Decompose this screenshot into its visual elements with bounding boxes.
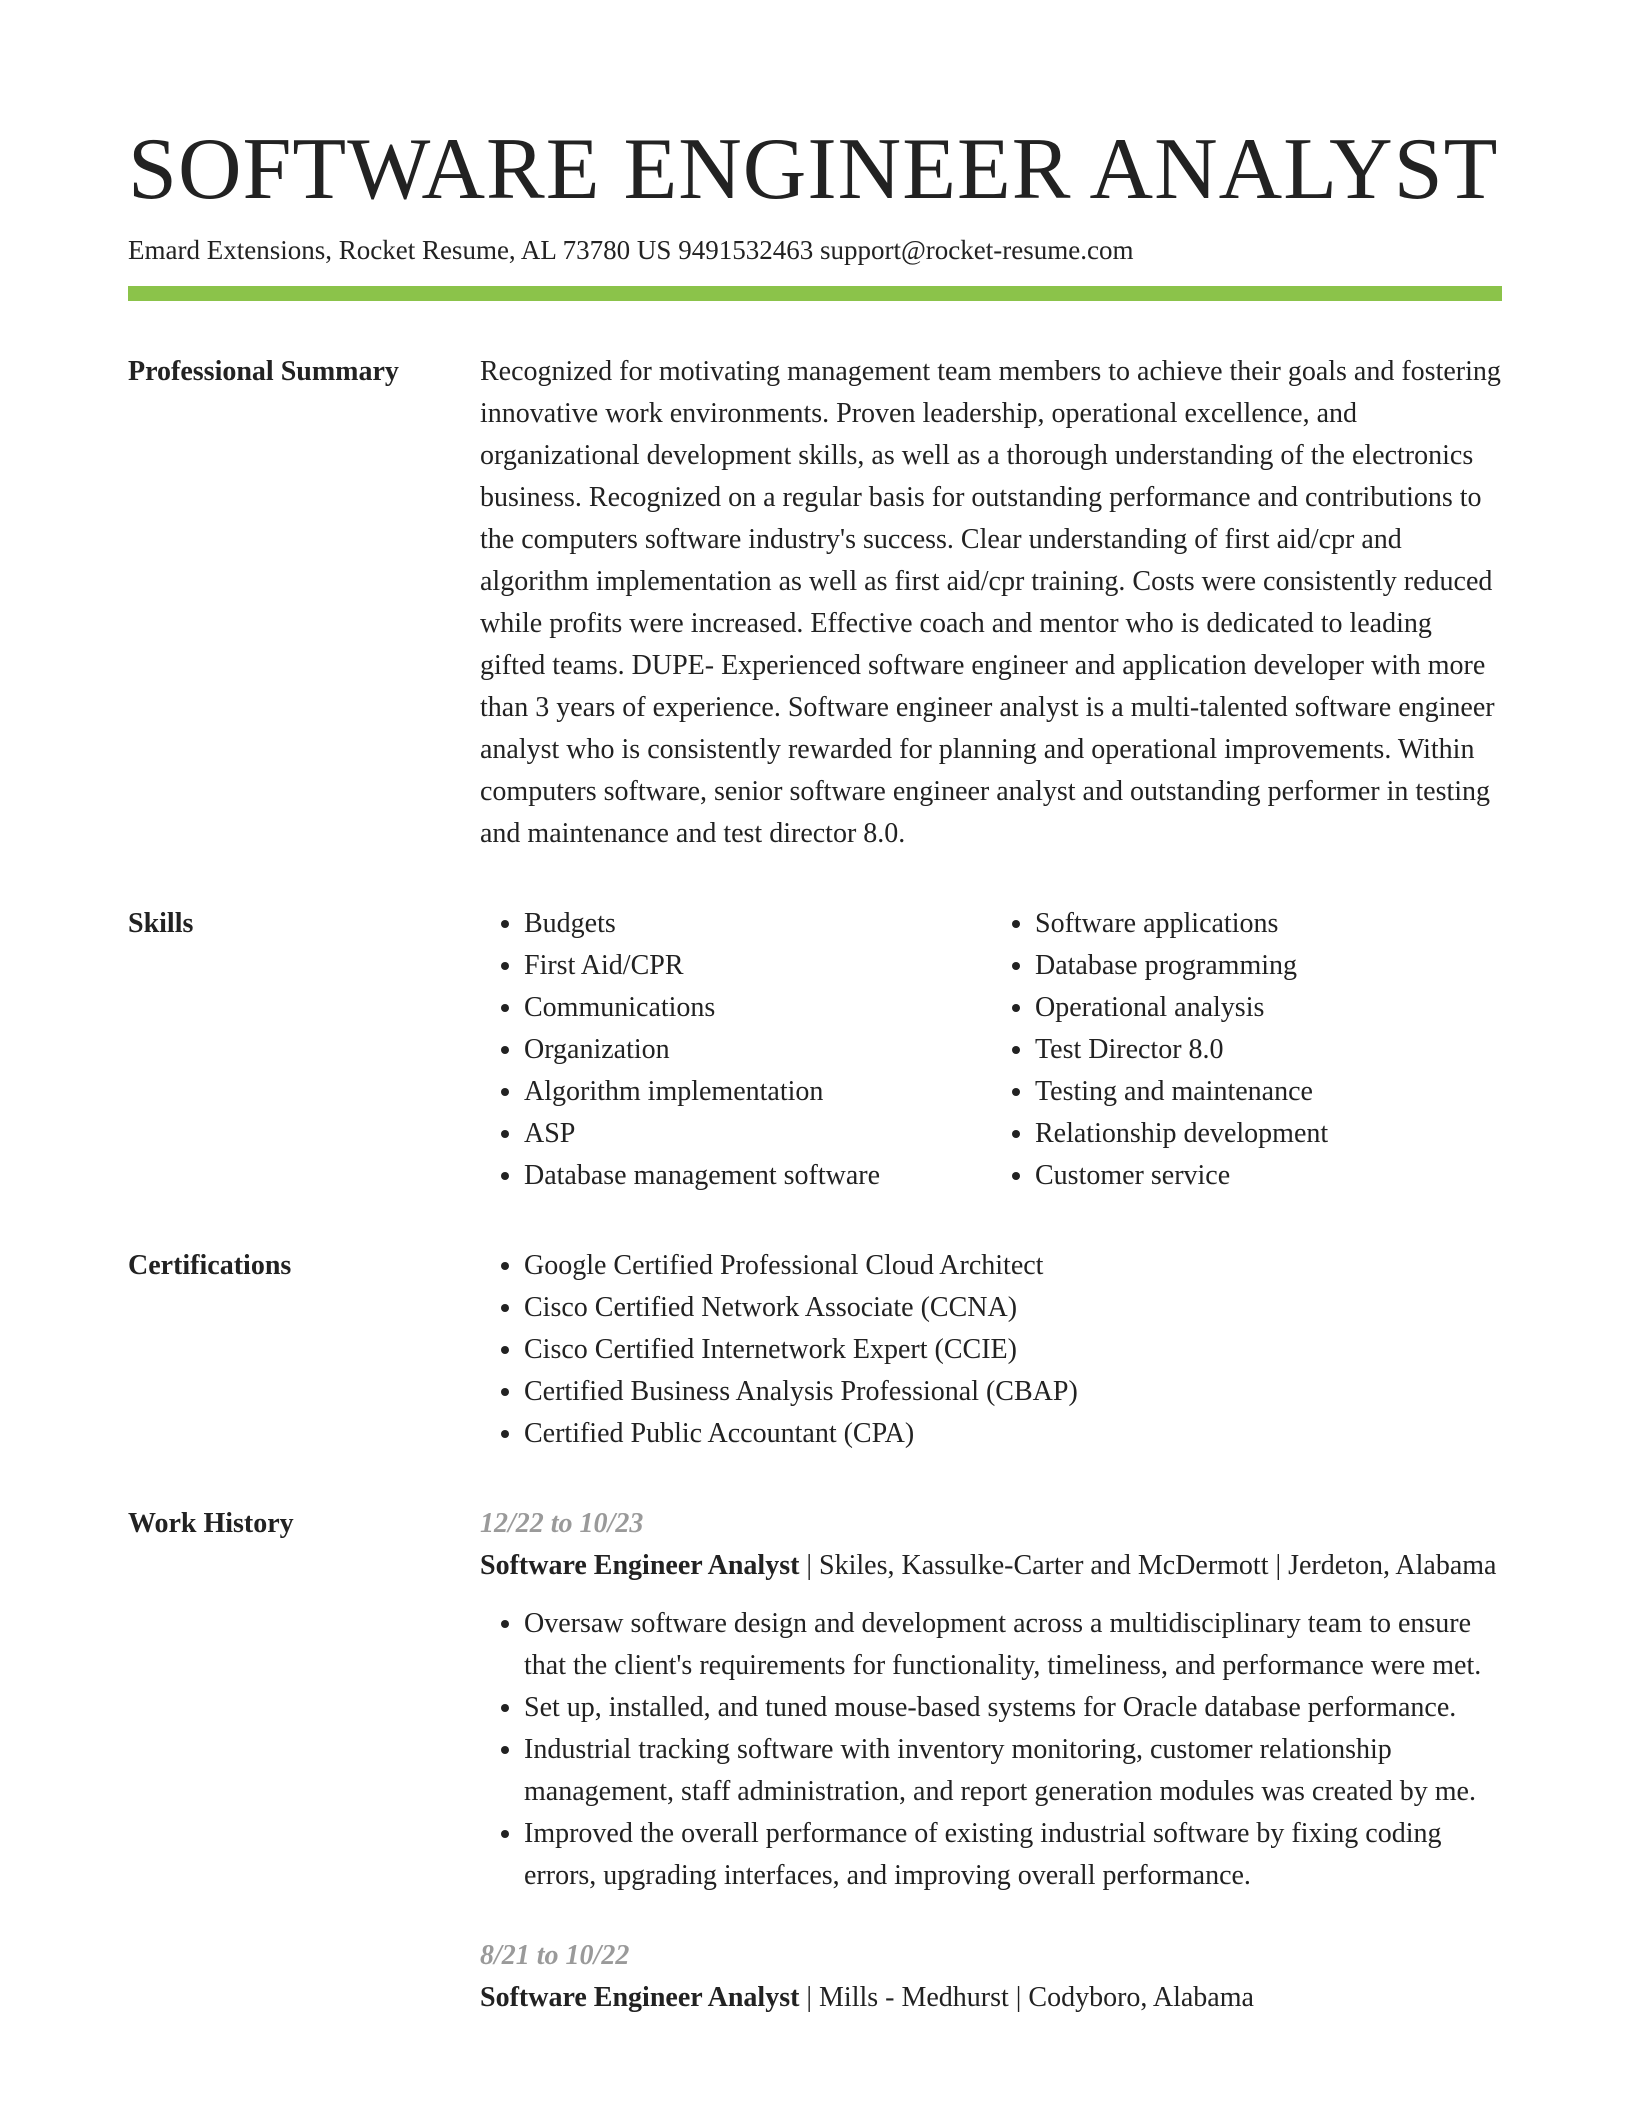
job-bullet: • Industrial tracking software with inventory monitoring, customer relationship management, staff administration, and report generation modules was created by me.: [524, 1729, 1502, 1813]
certifications-heading: Certifications: [128, 1250, 292, 1281]
work-history-heading: Work History: [128, 1508, 294, 1539]
resume-title: SOFTWARE ENGINEER ANALYST: [128, 121, 1499, 218]
skill-item: • Organization: [524, 1029, 991, 1071]
certification-item: • Cisco Certified Network Associate (CCNA): [524, 1287, 1502, 1329]
job-bullet: • Set up, installed, and tuned mouse-based systems for Oracle database performance.: [524, 1687, 1502, 1729]
skill-item: • ASP: [524, 1113, 991, 1155]
skill-item: • Software applications: [1035, 903, 1502, 945]
summary-section: [128, 351, 1502, 855]
skills-list-left: [480, 903, 991, 1197]
job-bullet: • Oversaw software design and development across a multidisciplinary team to ensure that the client's requirements for functionality, timeliness, and performance were met.: [524, 1603, 1502, 1687]
certifications-section: [128, 1245, 1502, 1455]
job-entry: [480, 1935, 1502, 2019]
job-bullets: [480, 1603, 1502, 1897]
skill-item: • Customer service: [1035, 1155, 1502, 1197]
certification-item: • Certified Public Accountant (CPA): [524, 1413, 1502, 1455]
certification-item: • Cisco Certified Internetwork Expert (CCIE): [524, 1329, 1502, 1371]
skills-heading: Skills: [128, 908, 194, 939]
job-heading: [480, 1545, 1502, 1587]
job-heading: [480, 1977, 1502, 2019]
resume-page: [128, 118, 1502, 2057]
skill-item: • Budgets: [524, 903, 991, 945]
job-title: Software Engineer Analyst: [480, 1982, 800, 2013]
skill-item: • Database programming: [1035, 945, 1502, 987]
work-history-section: [128, 1503, 1502, 2057]
contact-line: Emard Extensions, Rocket Resume, AL 73780 US 9491532463 support@rocket-resume.com: [128, 235, 1134, 265]
skill-item: • Communications: [524, 987, 991, 1029]
certifications-list: [480, 1245, 1502, 1455]
job-dates: 12/22 to 10/23: [480, 1508, 644, 1539]
certification-item: • Google Certified Professional Cloud Architect: [524, 1245, 1502, 1287]
job-details: | Skiles, Kassulke-Carter and McDermott | Jerdeton, Alabama: [799, 1550, 1497, 1581]
skills-list-right: [991, 903, 1502, 1197]
summary-text: Recognized for motivating management team members to achieve their goals and fostering innovative work environments. Proven leadership, operational excellence, and organizational development skills, as well as a thorough understanding of the electronics business. Recognized on a regular basis for outstanding performance and contributions to the computers software industry's success. Clear understanding of first aid/cpr and algorithm implementation as well as first aid/cpr training. Costs were consistently reduced while profits were increased. Effective coach and mentor who is dedicated to leading gifted teams. DUPE- Experienced software engineer and application developer with more than 3 years of experience. Software engineer analyst is a multi-talented software engineer analyst who is consistently rewarded for planning and operational improvements. Within computers software, senior software engineer analyst and outstanding performer in testing and maintenance and test director 8.0.: [480, 356, 1501, 849]
skill-item: • Operational analysis: [1035, 987, 1502, 1029]
skill-item: • Algorithm implementation: [524, 1071, 991, 1113]
job-entry: [480, 1503, 1502, 1897]
job-dates: 8/21 to 10/22: [480, 1940, 630, 1971]
summary-heading: Professional Summary: [128, 356, 399, 387]
accent-divider: [128, 286, 1502, 301]
skill-item: • Database management software: [524, 1155, 991, 1197]
skill-item: • Relationship development: [1035, 1113, 1502, 1155]
skills-section: [128, 903, 1502, 1197]
skill-item: • First Aid/CPR: [524, 945, 991, 987]
job-title: Software Engineer Analyst: [480, 1550, 800, 1581]
certification-item: • Certified Business Analysis Professional (CBAP): [524, 1371, 1502, 1413]
skill-item: • Test Director 8.0: [1035, 1029, 1502, 1071]
job-details: | Mills - Medhurst | Codyboro, Alabama: [799, 1982, 1254, 2013]
job-bullet: • Improved the overall performance of existing industrial software by fixing coding errors, upgrading interfaces, and improving overall performance.: [524, 1813, 1502, 1897]
skill-item: • Testing and maintenance: [1035, 1071, 1502, 1113]
